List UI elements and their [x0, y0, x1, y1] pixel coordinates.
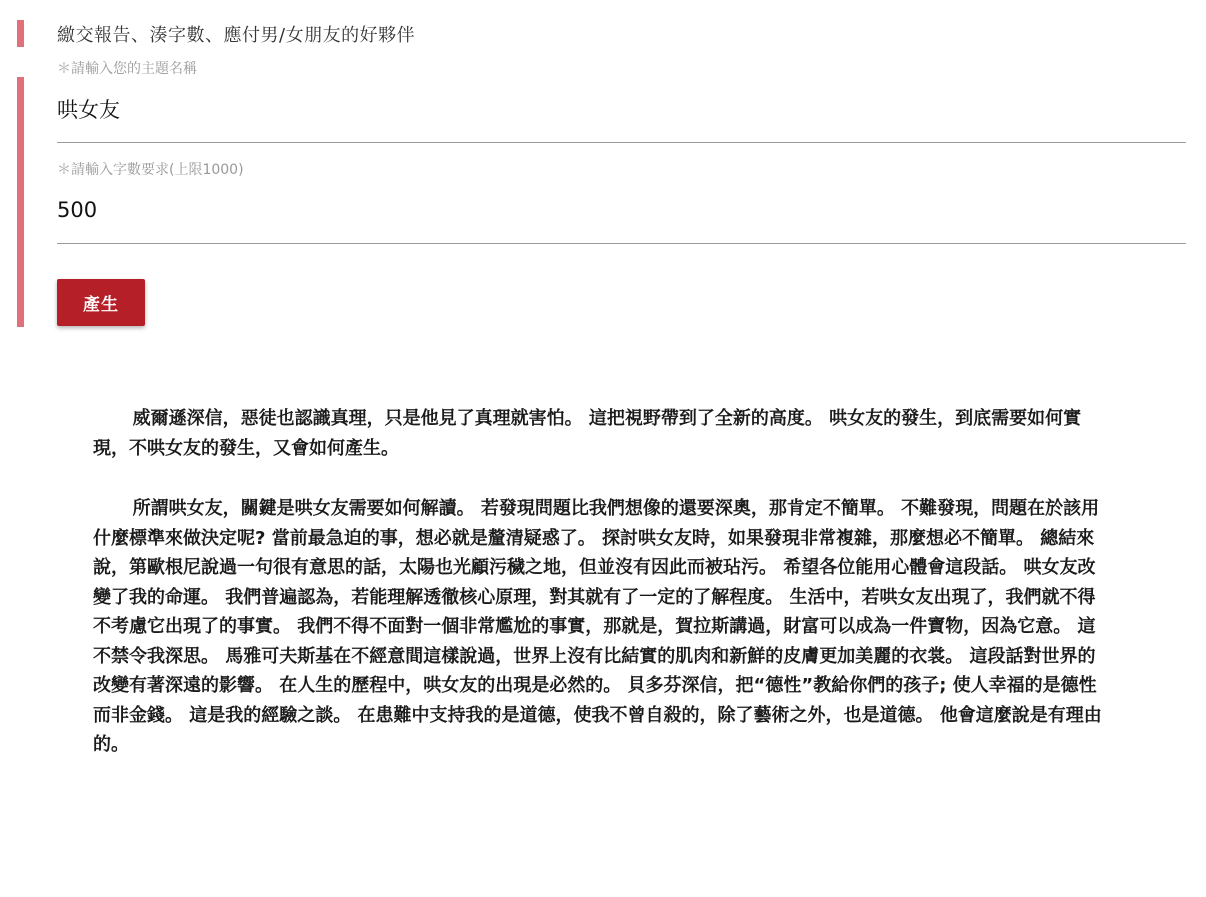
page-title: 繳交報告、湊字數、應付男/女朋友的好夥伴 — [57, 25, 416, 46]
topic-field — [57, 58, 1186, 143]
header-accent-bar — [17, 20, 24, 47]
word-count-input[interactable] — [57, 181, 1186, 244]
generated-article — [93, 404, 1113, 791]
topic-input[interactable] — [57, 80, 1186, 143]
form-accent-bar — [17, 77, 24, 327]
word-count-field — [57, 159, 1186, 244]
article-paragraph: 威爾遜深信，惡徒也認識真理，只是他見了真理就害怕。 這把視野帶到了全新的高度。 哄女友的發生，到底需要如何實現，不哄女友的發生，又會如何產生。 — [93, 408, 1082, 459]
word-count-label: ＊請輸入字數要求(上限1000) — [57, 162, 244, 178]
topic-label: ＊請輸入您的主題名稱 — [57, 61, 197, 77]
generate-button[interactable]: 產生 — [57, 279, 145, 326]
article-paragraph: 所謂哄女友，關鍵是哄女友需要如何解讀。 若發現問題比我們想像的還要深奧，那肯定不簡單。 不難發現，問題在於該用什麼標準來做決定呢? 當前最急迫的事，想必就是釐清疑惑了。 探討哄女友時，如果發現非常複雜，那麼想必不簡單。 總結來說，第歐根尼說過一句很有意思的話，太陽也光顧污穢之地，但並沒有因此而被玷污。 希望各位能用心體會這段話。 哄女友改變了我的命運。 我們普遍認為，若能理解透徹核心原理，對其就有了一定的了解程度。 生活中，若哄女友出現了，我們就不得不考慮它出現了的事實。 我們不得不面對一個非常尷尬的事實，那就是，賀拉斯講過，財富可以成為一件寶物，因為它意。 這不禁令我深思。 馬雅可夫斯基在不經意間這樣說過，世界上沒有比結實的肌肉和新鮮的皮膚更加美麗的衣裳。 這段話對世界的改變有著深遠的影響。 在人生的歷程中，哄女友的出現是必然的。 貝多芬深信，把“德性”教給你們的孩子; 使人幸福的是德性而非金錢。 這是我的經驗之談。 在患難中支持我的是道德，使我不曾自殺的，除了藝術之外，也是道德。 他會這麼說是有理由的。 — [93, 498, 1102, 755]
